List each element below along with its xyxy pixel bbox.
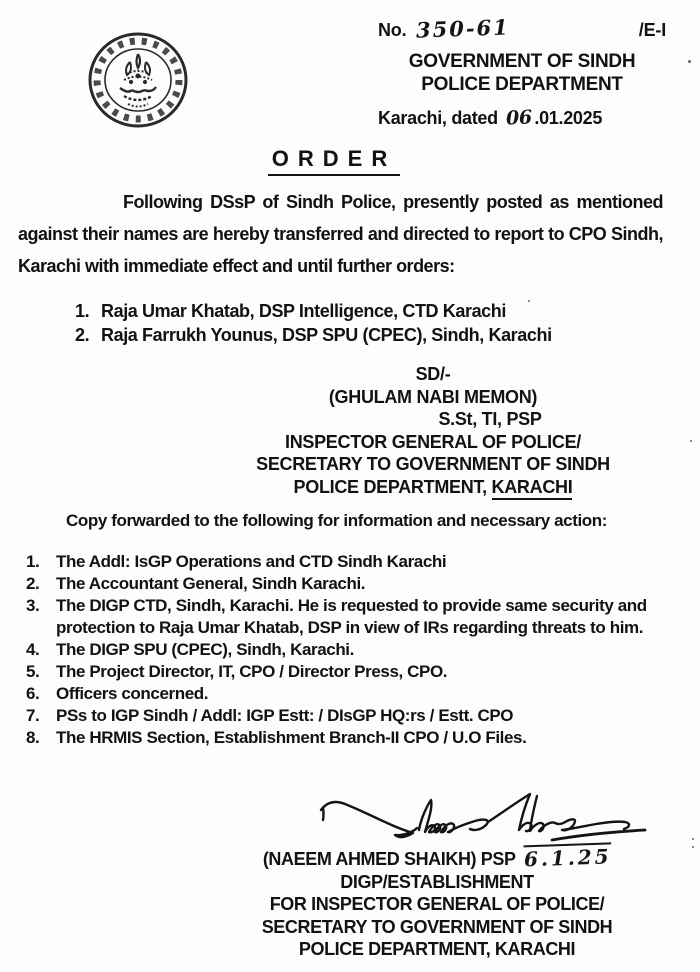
list-item [26, 573, 671, 595]
list-number: 4. [26, 640, 40, 659]
order-heading-wrap [0, 146, 700, 176]
list-number: 2. [26, 574, 40, 593]
copy-forwarded-list [26, 551, 671, 749]
endorser-title4: POLICE DEPARTMENT, KARACHI [298, 939, 576, 959]
endorser-handwritten-date: 6.1.25 [523, 844, 612, 872]
list-text: The Addl: IsGP Operations and CTD Sindh Karachi [56, 552, 447, 571]
date-handwritten-day: 06 [504, 106, 532, 130]
signatory-title2: SECRETARY TO GOVERNMENT OF SINDH [256, 454, 610, 474]
list-number: 2. [75, 325, 90, 345]
government-seal-icon [86, 30, 190, 130]
ref-suffix: /E-I [638, 20, 666, 40]
sd-line: SD/- [415, 364, 451, 384]
signatory-name: (GHULAM NABI MEMON) [328, 386, 538, 407]
date-line [378, 107, 666, 129]
list-item [75, 299, 655, 323]
list-text: Officers concerned. [56, 684, 209, 703]
list-item [26, 639, 671, 661]
list-number: 5. [26, 662, 40, 681]
org-line2: POLICE DEPARTMENT [421, 74, 623, 95]
list-text: The Accountant General, Sindh Karachi. [56, 574, 366, 593]
list-number: 6. [26, 684, 40, 703]
list-number: 3. [26, 596, 40, 615]
handwritten-signature [315, 788, 660, 850]
list-item [75, 323, 655, 347]
list-text: The DIGP CTD, Sindh, Karachi. He is requested to provide same security and protection to Raja Umar Khatab, DSP in view of IRs regarding threats to him. [56, 596, 647, 637]
list-number: 1. [75, 301, 90, 321]
scan-speck [528, 300, 530, 302]
list-item [26, 595, 671, 639]
endorser-name-line [253, 844, 621, 872]
endorser-name: (NAEEM AHMED SHAIKH) PSP [262, 849, 516, 869]
signatory-title3 [253, 476, 613, 499]
dept-prefix: POLICE DEPARTMENT, [293, 476, 492, 497]
signatory-honors: S.St, TI, PSP [438, 409, 542, 429]
list-item [26, 661, 671, 683]
date-suffix: .01.2025 [534, 108, 603, 128]
scan-speck [692, 838, 694, 840]
list-item [26, 727, 671, 749]
org-line1: GOVERNMENT OF SINDH [408, 51, 636, 72]
scan-speck [692, 846, 694, 848]
signatory-title1: INSPECTOR GENERAL OF POLICE/ [285, 431, 581, 452]
list-text: PSs to IGP Sindh / Addl: IGP Estt: / DIsGP HQ:rs / Estt. CPO [56, 706, 514, 725]
transfer-list [75, 299, 655, 347]
list-text: Raja Farrukh Younus, DSP SPU (CPEC), Sindh, Karachi [101, 325, 552, 345]
list-text: The HRMIS Section, Establishment Branch-II CPO / U.O Files. [56, 728, 527, 747]
endorser-title1: DIGP/ESTABLISHMENT [340, 871, 534, 892]
scan-speck [690, 440, 692, 442]
list-text: Raja Umar Khatab, DSP Intelligence, CTD Karachi [101, 301, 506, 321]
scan-speck [688, 60, 691, 63]
signatory-block [253, 363, 613, 498]
dept-city-underlined: KARACHI [492, 477, 573, 500]
list-item [26, 551, 671, 573]
order-heading: ORDER [268, 146, 400, 176]
organization-name [378, 50, 666, 96]
list-text: The Project Director, IT, CPO / Director Press, CPO. [56, 662, 448, 681]
endorser-title3: SECRETARY TO GOVERNMENT OF SINDH [261, 916, 613, 937]
list-item [26, 705, 671, 727]
list-number: 8. [26, 728, 40, 747]
date-prefix: Karachi, dated [378, 108, 498, 128]
list-number: 1. [26, 552, 40, 571]
endorser-title2: FOR INSPECTOR GENERAL OF POLICE/ [269, 894, 605, 914]
ref-handwritten-number: 350-61 [415, 14, 511, 43]
copy-forwarded-intro: Copy forwarded to the following for information and necessary action: [66, 511, 608, 530]
endorser-block [253, 844, 621, 961]
list-text: The DIGP SPU (CPEC), Sindh, Karachi. [56, 640, 354, 659]
list-number: 7. [26, 706, 40, 725]
ref-label: No. [378, 20, 407, 40]
list-item [26, 683, 671, 705]
body-paragraph: Following DSsP of Sindh Police, presently posted as mentioned against their names are hereby transferred and directed to report to CPO Sindh, Karachi with immediate effect and until further orders: [18, 192, 663, 276]
reference-number-line [378, 16, 666, 41]
letterhead [378, 16, 666, 129]
